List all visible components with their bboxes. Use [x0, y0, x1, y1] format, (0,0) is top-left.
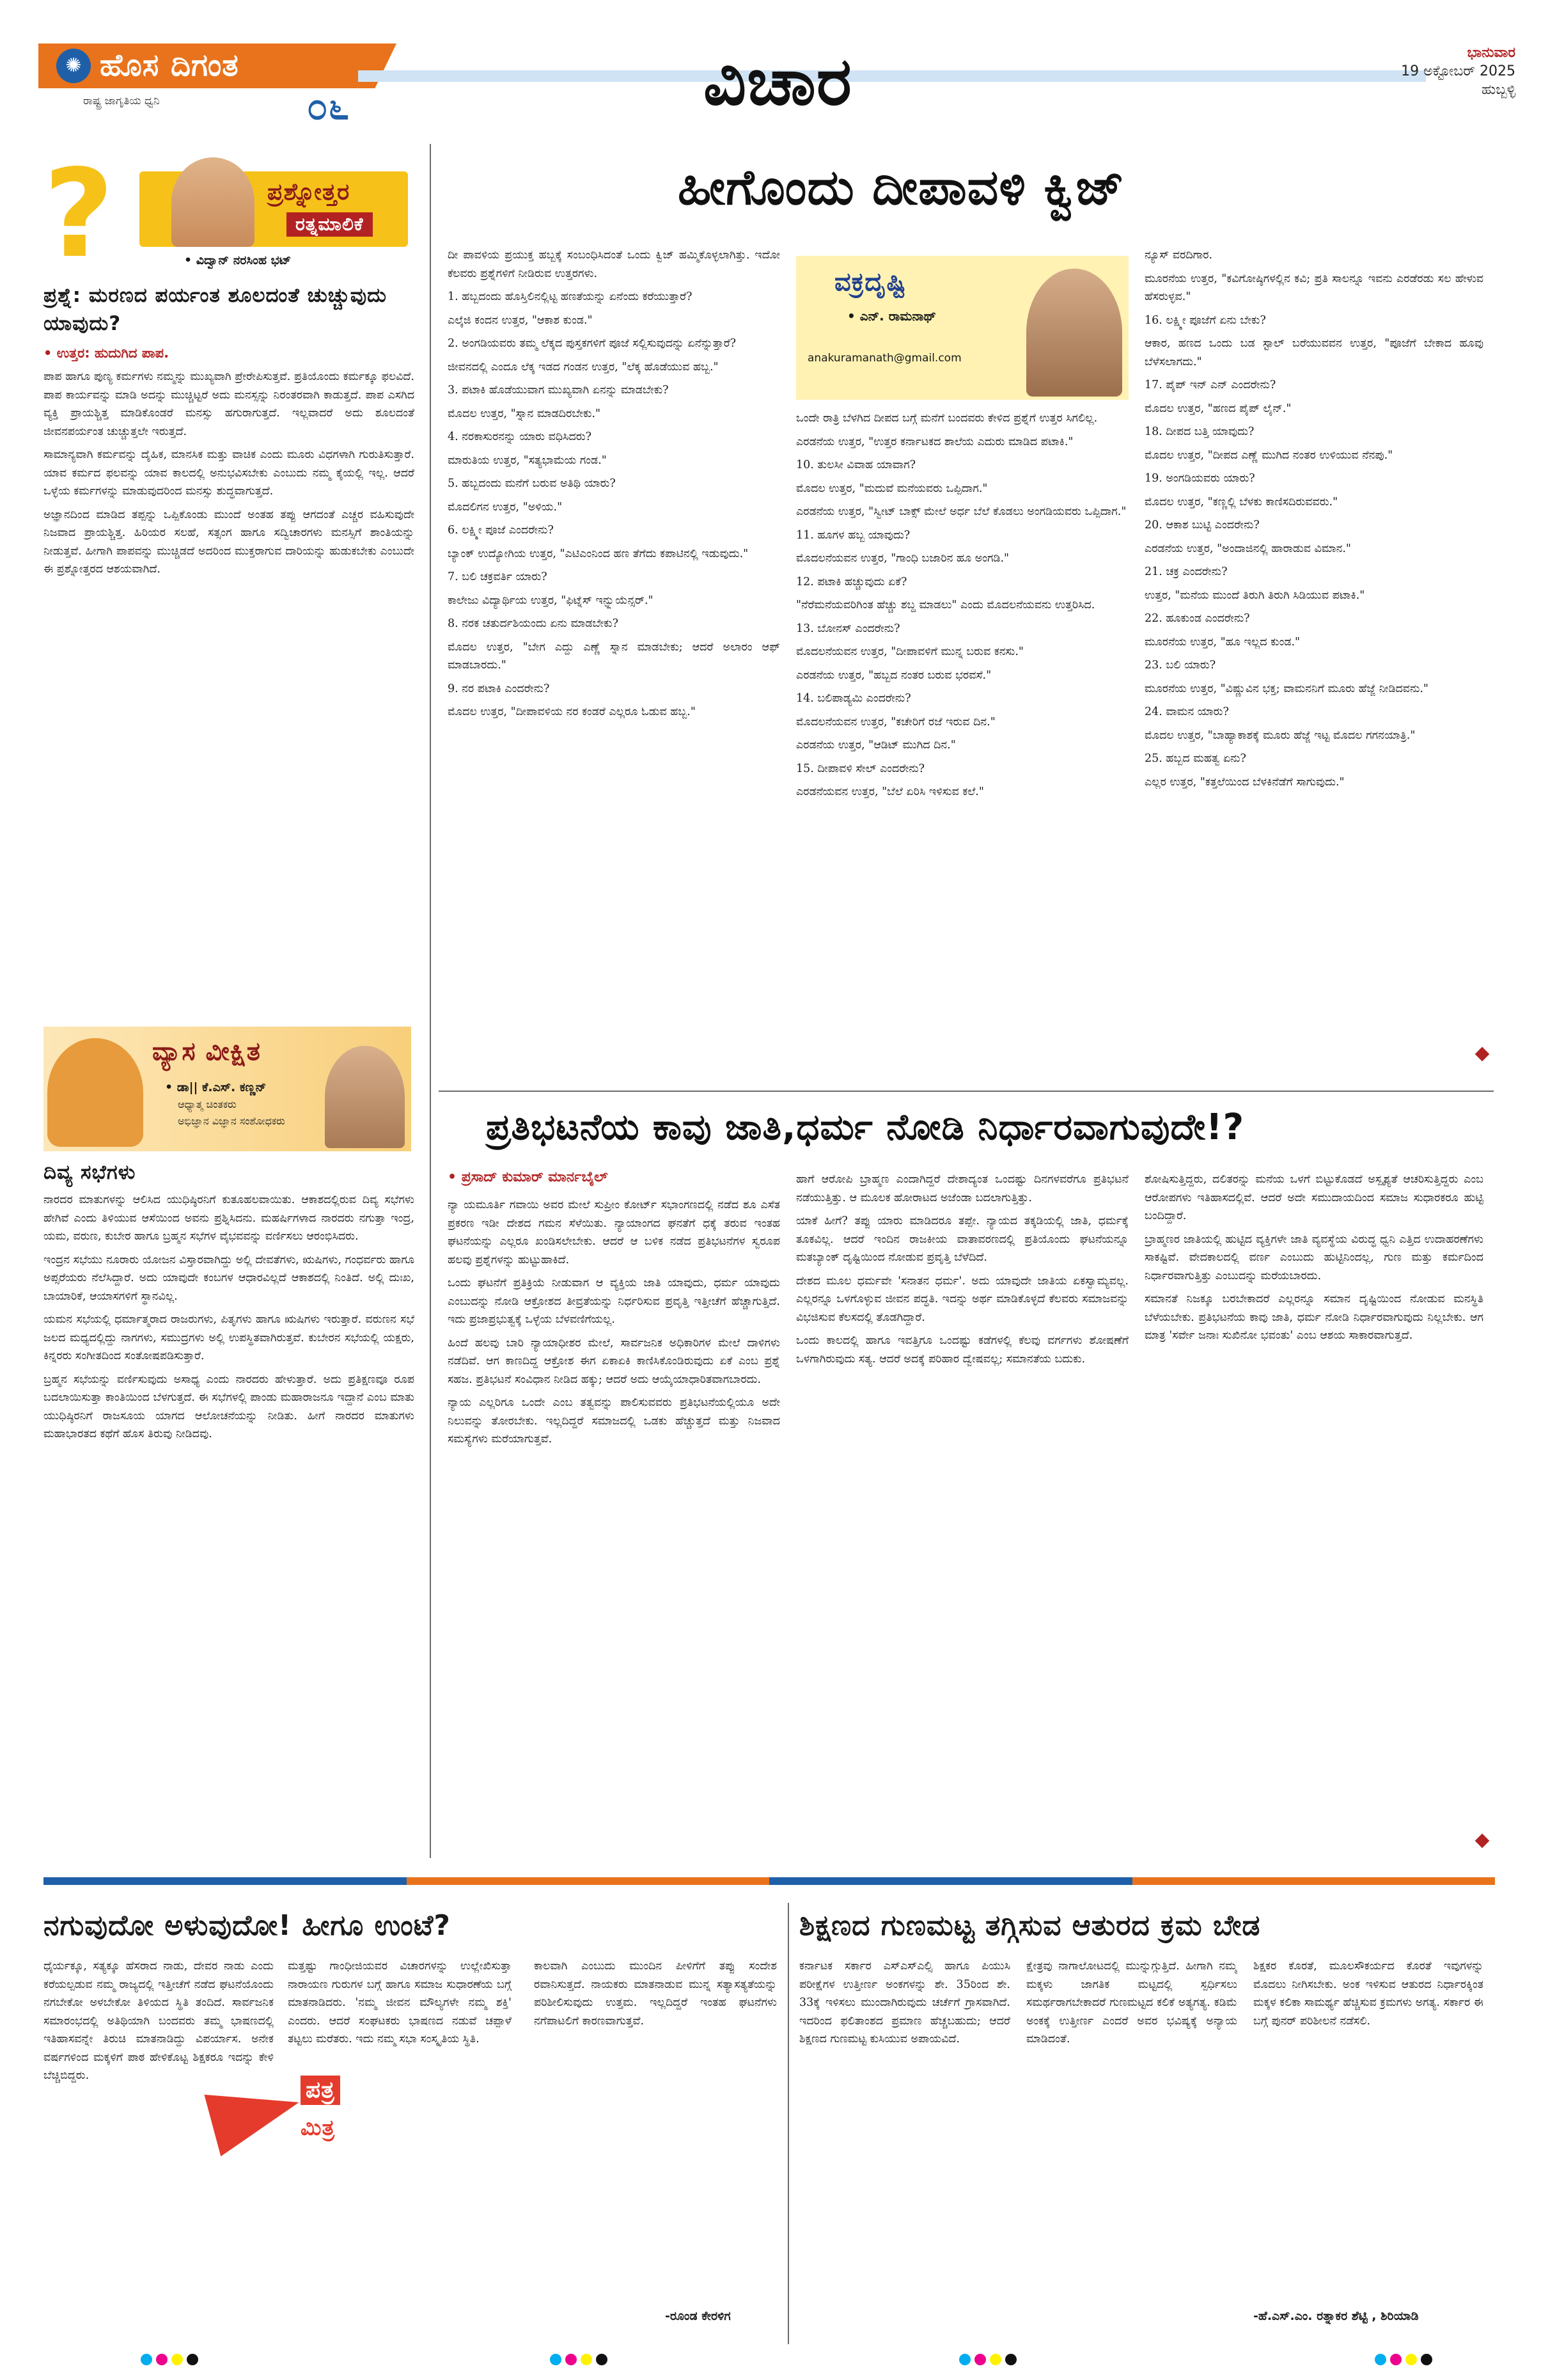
registration-dot — [1375, 2354, 1386, 2365]
quiz-article-line: 23. ಬಲಿ ಯಾರು? — [1145, 659, 1216, 672]
section-title: ವಿಚಾರ — [703, 42, 852, 120]
vyasa-paragraph: ನಾರದರ ಮಾತುಗಳನ್ನು ಆಲಿಸಿದ ಯುಧಿಷ್ಠಿರನಿಗೆ ಕುತೂಹಲವಾಯಿತು. ಆಕಾಶದಲ್ಲಿರುವ ದಿವ್ಯ ಸಭೆಗಳು ಹೇಗಿವೆ ಎಂದು ತಿಳಿಯುವ ಆಸೆಯಿಂದ ಅವನು ಪ್ರಶ್ನಿಸಿದನು. ಮಹರ್ಷಿಗಳಾದ ನಾರದರು ನಗುತ್ತಾ ಇಂದ್ರ, ಯಮ, ವರುಣ, ಕುಬೇರ ಹಾಗೂ ಬ್ರಹ್ಮನ ಸಭೆಗಳ ವೈಭವವನ್ನು ವರ್ಣಿಸಲು ಆರಂಭಿಸಿದರು. — [43, 1194, 414, 1243]
masthead-day: ಭಾನುವಾರ — [1467, 45, 1515, 61]
quiz-question: ಪ್ರಶ್ನೆ: ಮರಣದ ಪರ್ಯಂತ ಶೂಲದಂತೆ ಚುಚ್ಚುವುದು ಯಾವುದು? — [43, 284, 387, 335]
columnist-email: anakuramanath@gmail.com — [808, 352, 962, 365]
masthead — [0, 0, 1541, 138]
protest-paragraph: ದೇಶದ ಮೂಲ ಧರ್ಮವೇ 'ಸನಾತನ ಧರ್ಮ'. ಅದು ಯಾವುದೇ ಜಾತಿಯ ಏಕಸ್ವಾಮ್ಯವಲ್ಲ. ಎಲ್ಲರನ್ನೂ ಒಳಗೊಳ್ಳುವ ಜೀವನ ಪದ್ಧತಿ. ಇದನ್ನು ಅರ್ಥ ಮಾಡಿಕೊಳ್ಳದೆ ಕೆಲವರು ಸಮಾಜವನ್ನು ವಿಭಜಿಸುವ ಕೆಲಸದಲ್ಲಿ ತೊಡಗಿದ್ದಾರೆ. — [796, 1274, 1129, 1324]
quiz-article-line: 11. ಹೂಗಳ ಹಬ್ಬ ಯಾವುದು? — [796, 528, 911, 542]
protest-paragraph: ಒಂದು ಕಾಲದಲ್ಲಿ ಹಾಗೂ ಇವತ್ತಿಗೂ ಒಂದಷ್ಟು ಕಡೆಗಳಲ್ಲಿ ಕೆಲವು ವರ್ಗಗಳು ಶೋಷಣೆಗೆ ಒಳಗಾಗಿರುವುದು ಸತ್ಯ. ಆದರೆ ಅದಕ್ಕೆ ಪರಿಹಾರ ದ್ವೇಷವಲ್ಲ; ಸಮಾನತೆಯ ಬದುಕು. — [796, 1334, 1129, 1366]
registration-dot — [1421, 2354, 1432, 2365]
sage-illustration — [47, 1038, 143, 1147]
vyasa-paragraph: ಯಮನ ಸಭೆಯಲ್ಲಿ ಧರ್ಮಾತ್ಮರಾದ ರಾಜರುಗಳು, ಪಿತೃಗಳು ಹಾಗೂ ಋಷಿಗಳು ಇರುತ್ತಾರೆ. ವರುಣನ ಸಭೆ ಜಲದ ಮಧ್ಯದಲ್ಲಿದ್ದು ನಾಗಗಳು, ಸಮುದ್ರಗಳು ಅಲ್ಲಿ ಉಪಸ್ಥಿತವಾಗಿರುತ್ತವೆ. ಕುಬೇರನ ಸಭೆಯಲ್ಲಿ ಯಕ್ಷರು, ಕಿನ್ನರರು ಸಂಗೀತದಿಂದ ಸಂತೋಷಪಡಿಸುತ್ತಾರೆ. — [43, 1313, 414, 1362]
letter-1-text: ಧೈರ್ಯಕ್ಕೂ, ಸತ್ಯಕ್ಕೂ ಹೆಸರಾದ ನಾಡು, ದೇವರ ನಾಡು ಎಂದು ಕರೆಯಲ್ಪಡುವ ನಮ್ಮ ರಾಜ್ಯದಲ್ಲಿ ಇತ್ತೀಚೆಗೆ ನಡೆದ ಘಟನೆಯೊಂದು ನಗಬೇಕೋ ಅಳಬೇಕೋ ತಿಳಿಯದ ಸ್ಥಿತಿ ತಂದಿದೆ. ಸಾರ್ವಜನಿಕ ಸಮಾರಂಭದಲ್ಲಿ ಅತಿಥಿಯಾಗಿ ಬಂದವರು ತಮ್ಮ ಭಾಷಣದಲ್ಲಿ ಇತಿಹಾಸವನ್ನೇ ತಿರುಚಿ ಮಾತನಾಡಿದ್ದು ವಿಪರ್ಯಾಸ. ಅನೇಕ ವರ್ಷಗಳಿಂದ ಮಕ್ಕಳಿಗೆ ಪಾಠ ಹೇಳಿಕೊಟ್ಟ ಶಿಕ್ಷಕರೂ ಇದನ್ನು ಕೇಳಿ ಬೆಚ್ಚಿಬಿದ್ದರು. — [43, 1960, 274, 2082]
quiz-article-line: ಎರಡನೆಯ ಉತ್ತರ, "ಅಂದಾಜಿನಲ್ಲಿ ಹಾರಾಡುವ ವಿಮಾನ." — [1145, 542, 1351, 555]
author-photo — [325, 1046, 405, 1148]
column-divider — [430, 144, 431, 1858]
protest-paragraph: ಹಾಗೆ ಆರೋಪಿ ಬ್ರಾಹ್ಮಣ ಎಂದಾಗಿದ್ದರೆ ದೇಶಾದ್ಯಂತ ಒಂದಷ್ಟು ದಿನಗಳವರೆಗೂ ಪ್ರತಿಭಟನೆ ನಡೆಯುತ್ತಿತ್ತು. ಆ ಮೂಲಕ ಹೋರಾಟದ ಅಜೆಂಡಾ ಬದಲಾಗುತ್ತಿತ್ತು. — [796, 1173, 1129, 1204]
columnist-box — [796, 256, 1129, 400]
quiz-article-line: ಎಲ್ಲರ ಉತ್ತರ, "ಕತ್ತಲೆಯಿಂದ ಬೆಳಕಿನೆಡೆಗೆ ಸಾಗುವುದು." — [1145, 775, 1345, 789]
quiz-article-line: ಮೊದಲ ಉತ್ತರ, "ಬಾಹ್ಯಾಕಾಶಕ್ಕೆ ಮೂರು ಹೆಜ್ಜೆ ಇಟ್ಟ ಮೊದಲ ಗಗನಯಾತ್ರಿ." — [1145, 729, 1416, 742]
quiz-article-line: ಎರಡನೆಯ ಉತ್ತರ, "ಉತ್ತರ ಕರ್ನಾಟಕದ ಶಾಲೆಯ ಎದುರು ಮಾಡಿದ ಪಟಾಕಿ." — [796, 435, 1074, 448]
protest-paragraph: ಶೋಷಿಸುತ್ತಿದ್ದರು, ದಲಿತರನ್ನು ಮನೆಯ ಒಳಗೆ ಬಿಟ್ಟುಕೊಡದೆ ಅಸ್ಪೃಶ್ಯತೆ ಆಚರಿಸುತ್ತಿದ್ದರು ಎಂಬ ಆರೋಪಗಳು ಇತಿಹಾಸದಲ್ಲಿವೆ. ಆದರೆ ಅದೇ ಸಮುದಾಯದಿಂದ ಸಮಾಜ ಸುಧಾರಕರೂ ಹುಟ್ಟಿ ಬಂದಿದ್ದಾರೆ. — [1145, 1173, 1483, 1222]
registration-dot — [156, 2354, 168, 2365]
quiz-paragraph: ಸಾಮಾನ್ಯವಾಗಿ ಕರ್ಮವನ್ನು ದೈಹಿಕ, ಮಾನಸಿಕ ಮತ್ತು ವಾಚಿಕ ಎಂದು ಮೂರು ವಿಧಗಳಾಗಿ ಗುರುತಿಸುತ್ತಾರೆ. ಯಾವ ಕರ್ಮದ ಫಲವನ್ನು ಯಾವ ಕಾಲದಲ್ಲಿ ಅನುಭವಿಸಬೇಕು ಎಂಬುದು ನಮ್ಮ ಕೈಯಲ್ಲಿ ಇಲ್ಲ. ಆದರೆ ಒಳ್ಳೆಯ ಕರ್ಮಗಳನ್ನು ಮಾಡುವುದರಿಂದ ಮನಸ್ಸು ಶುದ್ಧವಾಗುತ್ತದೆ. — [43, 448, 414, 498]
quiz-article-line: ಮೊದಲ ಉತ್ತರ, "ಮದುವೆ ಮನೆಯವರು ಒಪ್ಪಿದಾಗ." — [796, 482, 988, 495]
quiz-article-line: ಮೊದಲ ಉತ್ತರ, "ದೀಪದ ಎಣ್ಣೆ ಮುಗಿದ ನಂತರ ಉಳಿಯುವ ನೆನಪು." — [1145, 448, 1393, 462]
letter-2-col-2 — [1026, 1957, 1237, 2322]
protest-col-2 — [796, 1170, 1129, 1855]
letter-2-text: ಕರ್ನಾಟಕ ಸರ್ಕಾರ ಎಸ್ಎಸ್ಎಲ್ಸಿ ಹಾಗೂ ಪಿಯುಸಿ ಪರೀಕ್ಷೆಗಳ ಉತ್ತೀರ್ಣ ಅಂಕಗಳನ್ನು ಶೇ. 35ರಿಂದ ಶೇ. 33ಕ್ಕೆ ಇಳಿಸಲು ಮುಂದಾಗಿರುವುದು ಚರ್ಚೆಗೆ ಗ್ರಾಸವಾಗಿದೆ. ಇದರಿಂದ ಫಲಿತಾಂಶದ ಪ್ರಮಾಣ ಹೆಚ್ಚಬಹುದು; ಆದರೆ ಶಿಕ್ಷಣದ ಗುಣಮಟ್ಟ ಕುಸಿಯುವ ಅಪಾಯವಿದೆ. — [799, 1960, 1010, 2045]
quiz-article-line: ಮೊದಲನೆಯವನ ಉತ್ತರ, "ದೀಪಾವಳಿಗೆ ಮುನ್ನ ಬರುವ ಕನಸು." — [796, 645, 1024, 658]
protest-byline: • ಪ್ರಸಾದ್ ಕುಮಾರ್ ಮಾರ್ನಬೈಲ್ — [448, 1169, 608, 1185]
letter-2-col-3 — [1253, 1957, 1483, 2296]
registration-dots — [959, 2354, 1021, 2368]
letter-1-text: ಮತ್ತಷ್ಟು ಗಾಂಧೀಜಿಯವರ ವಿಚಾರಗಳನ್ನು ಉಲ್ಲೇಖಿಸುತ್ತಾ ನಾರಾಯಣ ಗುರುಗಳ ಬಗ್ಗೆ ಹಾಗೂ ಸಮಾಜ ಸುಧಾರಣೆಯ ಬಗ್ಗೆ ಮಾತನಾಡಿದರು. 'ನಮ್ಮ ಜೀವನ ಮೌಲ್ಯಗಳೇ ನಮ್ಮ ಶಕ್ತಿ' ಎಂದರು. ಆದರೆ ಸಂಘಟಕರು ಭಾಷಣದ ನಡುವೆ ಚಪ್ಪಾಳೆ ತಟ್ಟಲು ಮರೆತರು. ಇದು ನಮ್ಮ ಸಭಾ ಸಂಸ್ಕೃತಿಯ ಸ್ಥಿತಿ. — [288, 1960, 512, 2045]
quiz-article-line: 15. ದೀಪಾವಳಿ ಸೇಲ್ ಎಂದರೇನು? — [796, 762, 925, 775]
masthead-city: ಹುಬ್ಬಳ್ಳಿ — [1481, 82, 1515, 98]
letters-title: ಪತ್ರ — [301, 2076, 340, 2105]
letters-logo — [211, 2069, 352, 2171]
brand-block — [38, 38, 396, 131]
quiz-article-line: ಮೂರನೆಯ ಉತ್ತರ, "ವಿಷ್ಣುವಿನ ಭಕ್ತ; ವಾಮನನಿಗೆ ಮೂರು ಹೆಜ್ಜೆ ನೀಡಿದವನು." — [1145, 682, 1428, 695]
letter-2-headline: ಶಿಕ್ಷಣದ ಗುಣಮಟ್ಟ ತಗ್ಗಿಸುವ ಆತುರದ ಕ್ರಮ ಬೇಡ — [799, 1909, 1261, 1942]
vyasa-paragraph: ಬ್ರಹ್ಮನ ಸಭೆಯನ್ನು ವರ್ಣಿಸುವುದು ಅಸಾಧ್ಯ ಎಂದು ನಾರದರು ಹೇಳುತ್ತಾರೆ. ಅದು ಪ್ರತಿಕ್ಷಣವೂ ರೂಪ ಬದಲಾಯಿಸುತ್ತಾ ಕಾಂತಿಯಿಂದ ಬೆಳಗುತ್ತದೆ. ಈ ಸಭೆಗಳಲ್ಲಿ ಪಾಂಡು ಮಹಾರಾಜನೂ ಇದ್ದಾನೆ ಎಂಬ ಮಾತು ಯುಧಿಷ್ಠಿರನಿಗೆ ರಾಜಸೂಯ ಯಾಗದ ಆಲೋಚನೆಯನ್ನು ನೀಡಿತು. ಹೀಗೆ ನಾರದರ ಮಾತುಗಳು ಮಹಾಭಾರತದ ಕಥೆಗೆ ಹೊಸ ತಿರುವು ನೀಡಿದವು. — [43, 1373, 414, 1440]
columnist-name: • ಎನ್. ರಾಮನಾಥ್ — [847, 308, 936, 324]
quiz-article-line: ಆಕಾರ, ಹಣದ ಒಂದು ಬಡ ಸ್ಟಾಲ್ ಬರೆಯುವವನ ಉತ್ತರ, "ಪೂಜೆಗೆ ಬೇಕಾದ ಹೂವು ಬೆಳೆಸಲಾಗದು." — [1145, 337, 1483, 368]
quiz-article-line: 12. ಪಟಾಕಿ ಹಚ್ಚುವುದು ಏಕೆ? — [796, 575, 907, 588]
quiz-paragraph: ಅಜ್ಞಾನದಿಂದ ಮಾಡಿದ ತಪ್ಪನ್ನು ಒಪ್ಪಿಕೊಂಡು ಮುಂದೆ ಅಂತಹ ತಪ್ಪು ಆಗದಂತೆ ಎಚ್ಚರ ವಹಿಸುವುದೇ ನಿಜವಾದ ಪ್ರಾಯಶ್ಚಿತ್ತ. ಹಿರಿಯರ ಸಲಹೆ, ಸತ್ಸಂಗ ಹಾಗೂ ಸದ್ವಿಚಾರಗಳು ಮನಸ್ಸಿಗೆ ಶಾಂತಿಯನ್ನು ನೀಡುತ್ತವೆ. ಹೀಗಾಗಿ ಪಾಪವನ್ನು ಮುಚ್ಚಿಡದೆ ಅದರಿಂದ ಮುಕ್ತರಾಗುವ ದಾರಿಯನ್ನು ಹುಡುಕಬೇಕು ಎಂಬುದೇ ಈ ಪ್ರಶ್ನೋತ್ತರದ ಆಶಯವಾಗಿದೆ. — [43, 508, 414, 576]
quiz-article-line: ಒಂದೇ ರಾತ್ರಿ ಬೆಳಗಿದ ದೀಪದ ಬಗ್ಗೆ ಮನೆಗೆ ಬಂದವರು ಕೇಳಿದ ಪ್ರಶ್ನೆಗೆ ಉತ್ತರ ಸಿಗಲಿಲ್ಲ. — [796, 412, 1098, 425]
vyasa-role-2: ಅಭಿಜ್ಞಾನ ವಿಜ್ಞಾನ ಸಂಶೋಧಕರು — [178, 1115, 285, 1127]
protest-paragraph: ಬ್ರಾಹ್ಮಣರ ಜಾತಿಯಲ್ಲಿ ಹುಟ್ಟಿದ ವ್ಯಕ್ತಿಗಳೇ ಜಾತಿ ವ್ಯವಸ್ಥೆಯ ವಿರುದ್ಧ ಧ್ವನಿ ಎತ್ತಿದ ಉದಾಹರಣೆಗಳು ಸಾಕಷ್ಟಿವೆ. ವೇದಕಾಲದಲ್ಲಿ ವರ್ಣ ಎಂಬುದು ಹುಟ್ಟಿನಿಂದಲ್ಲ, ಗುಣ ಮತ್ತು ಕರ್ಮದಿಂದ ನಿರ್ಧಾರವಾಗುತ್ತಿತ್ತು ಎಂಬುದನ್ನು ಮರೆಯಬಾರದು. — [1145, 1233, 1483, 1282]
protest-paragraph: ಯಾಕೆ ಹೀಗೆ? ತಪ್ಪು ಯಾರು ಮಾಡಿದರೂ ತಪ್ಪೇ. ನ್ಯಾಯದ ತಕ್ಕಡಿಯಲ್ಲಿ ಜಾತಿ, ಧರ್ಮಕ್ಕೆ ತೂಕವಿಲ್ಲ. ಆದರೆ ಇಂದಿನ ರಾಜಕೀಯ ವಾತಾವರಣದಲ್ಲಿ ಪ್ರತಿಯೊಂದು ಘಟನೆಯನ್ನೂ ಮತಬ್ಯಾಂಕ್ ದೃಷ್ಟಿಯಿಂದ ನೋಡುವ ಪ್ರವೃತ್ತಿ ಬೆಳೆದಿದೆ. — [796, 1215, 1129, 1264]
quiz-article-line: ಎರಡನೆಯವನ ಉತ್ತರ, "ಬೆಲೆ ಏರಿಸಿ ಇಳಿಸುವ ಕಲೆ." — [796, 785, 984, 798]
quiz-article-line: 6. ಲಕ್ಷ್ಮೀ ಪೂಜೆ ಎಂದರೇನು? — [448, 524, 554, 537]
registration-dot — [187, 2354, 198, 2365]
registration-dot — [1405, 2354, 1417, 2365]
letter-2-text: ಶಿಕ್ಷಕರ ಕೊರತೆ, ಮೂಲಸೌಕರ್ಯದ ಕೊರತೆ ಇವುಗಳನ್ನು ಮೊದಲು ನೀಗಿಸಬೇಕು. ಅಂಕ ಇಳಿಸುವ ಆತುರದ ನಿರ್ಧಾರಕ್ಕಿಂತ ಮಕ್ಕಳ ಕಲಿಕಾ ಸಾಮರ್ಥ್ಯ ಹೆಚ್ಚಿಸುವ ಕ್ರಮಗಳು ಅಗತ್ಯ. ಸರ್ಕಾರ ಈ ಬಗ್ಗೆ ಪುನರ್ ಪರಿಶೀಲನೆ ನಡೆಸಲಿ. — [1253, 1960, 1483, 2028]
quiz-article-col-3 — [1145, 246, 1483, 1071]
vyasa-title: ವ್ಯಾಸ ವೀಕ್ಷಿತ — [152, 1037, 261, 1066]
quiz-subtitle: ರತ್ನಮಾಲಿಕೆ — [286, 212, 373, 237]
quiz-article-line: ದೀ ಪಾವಳಿಯ ಪ್ರಯುಕ್ತ ಹಬ್ಬಕ್ಕೆ ಸಂಬಂಧಿಸಿದಂತೆ ಒಂದು ಕ್ವಿಜ್ ಹಮ್ಮಿಕೊಳ್ಳಲಾಗಿತ್ತು. ಇದೋ ಕೆಲವರು ಪ್ರಶ್ನೆಗಳಿಗೆ ನೀಡಿರುವ ಉತ್ತರಗಳು. — [448, 249, 780, 280]
quiz-article-line: 19. ಅಂಗಡಿಯವರು ಯಾರು? — [1145, 472, 1255, 485]
quiz-article-line: 18. ದೀಪದ ಬತ್ತಿ ಯಾವುದು? — [1145, 425, 1255, 438]
registration-dot — [596, 2354, 607, 2365]
quiz-article-line: 16. ಲಕ್ಷ್ಮೀ ಪೂಜೆಗೆ ಏನು ಬೇಕು? — [1145, 313, 1266, 327]
registration-dot — [974, 2354, 986, 2365]
quiz-article-line: 17. ಪೈಪ್ ಇನ್ ಎನ್ ಎಂದರೇನು? — [1145, 379, 1276, 391]
quiz-answer-label: • ಉತ್ತರ: ಹುದುಗಿದ ಪಾಪ. — [43, 345, 169, 361]
quiz-article-line: 24. ವಾಮನ ಯಾರು? — [1145, 705, 1229, 718]
page-number: ೦೬ — [307, 84, 350, 128]
quiz-article-line: ಮಾರುತಿಯ ಉತ್ತರ, "ಸತ್ಯಭಾಮೆಯ ಗಂಡ." — [448, 453, 607, 467]
quiz-article-line: ಮೊದಲಿಗನ ಉತ್ತರ, "ಅಳಿಯ." — [448, 500, 563, 514]
quiz-article-line: ಜೀವನದಲ್ಲಿ ಎಂದೂ ಲೆಕ್ಕ ಇಡದ ಗಂಡನ ಉತ್ತರ, "ಲೆಕ್ಕ ಹೊಡೆಯುವ ಹಬ್ಬ." — [448, 360, 719, 374]
registration-dots — [550, 2354, 611, 2368]
registration-dot — [990, 2354, 1001, 2365]
color-bar-segment — [407, 1877, 770, 1885]
quiz-article-line: 8. ನರಕ ಚತುರ್ದಶಿಯಂದು ಏನು ಮಾಡಬೇಕು? — [448, 617, 618, 630]
vyasa-box — [43, 1027, 411, 1151]
quiz-article-line: 22. ಹೂಕುಂಡ ಎಂದರೇನು? — [1145, 612, 1250, 625]
quiz-article-line: 20. ಆಕಾಶ ಬುಟ್ಟಿ ಎಂದರೇನು? — [1145, 519, 1260, 532]
quiz-article-line: 5. ಹಬ್ಬದಂದು ಮನೆಗೆ ಬರುವ ಅತಿಥಿ ಯಾರು? — [448, 477, 616, 490]
quiz-article-line: 10. ತುಲಸೀ ವಿವಾಹ ಯಾವಾಗ? — [796, 459, 916, 471]
quiz-article-line: 25. ಹಬ್ಬದ ಮಹತ್ವ ಏನು? — [1145, 752, 1246, 765]
letter-1-signature: -ರೂಂಡ ಕೇರಳಿಗ — [665, 2309, 731, 2323]
masthead-date-block — [1304, 45, 1515, 98]
quiz-article-line: ಎರಡನೆಯ ಉತ್ತರ, "ಸ್ವೀಟ್ ಬಾಕ್ಸ್ ಮೇಲೆ ಅರ್ಧ ಬೆಲೆ ಕೊಡಲು ಅಂಗಡಿಯವರು ಒಪ್ಪಿದಾಗ." — [796, 505, 1127, 518]
letter-2-signature: -ಹೆ.ಎಸ್.ಎಂ. ರತ್ನಾಕರ ಶೆಟ್ಟಿ , ಶಿರಿಯಾಡಿ — [1253, 2309, 1419, 2323]
masthead-date: 19 ಅಕ್ಟೋಬರ್ 2025 — [1401, 63, 1515, 79]
quiz-article-line: 1. ಹಬ್ಬದಂದು ಹೊಸ್ತಿಲಿನಲ್ಲಿಟ್ಟ ಹಣತೆಯನ್ನು ಏನೆಂದು ಕರೆಯುತ್ತಾರೆ? — [448, 290, 692, 303]
protest-paragraph: ನ್ಯಾಯ ಎಲ್ಲರಿಗೂ ಒಂದೇ ಎಂಬ ತತ್ವವನ್ನು ಪಾಲಿಸುವವರು ಪ್ರತಿಭಟನೆಯಲ್ಲಿಯೂ ಅದೇ ನಿಲುವನ್ನು ತೋರಬೇಕು. ಇಲ್ಲದಿದ್ದರೆ ಸಮಾಜದಲ್ಲಿ ಒಡಕು ಹೆಚ್ಚುತ್ತದೆ ಮತ್ತು ನಿಜವಾದ ಸಮಸ್ಯೆಗಳು ಮರೆಯಾಗುತ್ತವೆ. — [448, 1396, 780, 1446]
letter-2-text: ಕ್ಷೇತ್ರವು ನಾಗಾಲೋಟದಲ್ಲಿ ಮುನ್ನುಗ್ಗುತ್ತಿದೆ. ಹೀಗಾಗಿ ನಮ್ಮ ಮಕ್ಕಳು ಜಾಗತಿಕ ಮಟ್ಟದಲ್ಲಿ ಸ್ಪರ್ಧಿಸಲು ಸಮರ್ಥರಾಗಬೇಕಾದರೆ ಗುಣಮಟ್ಟದ ಕಲಿಕೆ ಅತ್ಯಗತ್ಯ. ಕಡಿಮೆ ಅಂಕಕ್ಕೆ ಉತ್ತೀರ್ಣ ಎಂದರೆ ಅವರ ಭವಿಷ್ಯಕ್ಕೆ ಅನ್ಯಾಯ ಮಾಡಿದಂತೆ. — [1026, 1960, 1237, 2045]
brand-name: ಹೊಸ ದಿಗಂತ — [100, 47, 239, 83]
quiz-paragraph: ಪಾಪ ಹಾಗೂ ಪುಣ್ಯ ಕರ್ಮಗಳು ನಮ್ಮನ್ನು ಮುಖ್ಯವಾಗಿ ಪ್ರೇರೇಪಿಸುತ್ತವೆ. ಪ್ರತಿಯೊಂದು ಕರ್ಮಕ್ಕೂ ಫಲವಿದೆ. ಪಾಪ ಕಾರ್ಯವನ್ನು ಮಾಡಿ ಅದನ್ನು ಮುಚ್ಚಿಟ್ಟರೆ ಅದು ಮನಸ್ಸನ್ನು ನಿರಂತರವಾಗಿ ಕಾಡುತ್ತದೆ. ಪಾಪ ಎಸಗಿದ ವ್ಯಕ್ತಿ ಪ್ರಾಯಶ್ಚಿತ್ತ ಮಾಡಿಕೊಂಡರೆ ಮನಸ್ಸು ಹಗುರಾಗುತ್ತದೆ. ಇಲ್ಲವಾದರೆ ಅದು ಶೂಲದಂತೆ ಜೀವನಪರ್ಯಂತ ಚುಚ್ಚುತ್ತಲೇ ಇರುತ್ತದೆ. — [43, 370, 414, 438]
quiz-article-line: ಮೊದಲನೆಯವನ ಉತ್ತರ, "ಕಚೇರಿಗೆ ರಜೆ ಇರುವ ದಿನ." — [796, 715, 996, 729]
quiz-article-line: ಮೊದಲ ಉತ್ತರ, "ದೀಪಾವಳಿಯ ನರ ಕಂಡರೆ ಎಲ್ಲರೂ ಓಡುವ ಹಬ್ಬ." — [448, 705, 696, 718]
quiz-box — [43, 143, 414, 285]
color-bar-segment — [43, 1877, 407, 1885]
vyasa-author: • ಡಾ|| ಕೆ.ಎಸ್. ಕಣ್ಣನ್ — [165, 1080, 267, 1094]
quiz-article-line: ಎರಡನೆಯ ಉತ್ತರ, "ಹಬ್ಬದ ನಂತರ ಬರುವ ಭರವಸೆ." — [796, 668, 992, 682]
author-photo — [171, 157, 254, 247]
quiz-article-line: 14. ಬಲಿಪಾಡ್ಯಮಿ ಎಂದರೇನು? — [796, 692, 911, 705]
registration-dots — [141, 2354, 202, 2368]
quiz-article-line: ಉತ್ತರ, "ಮನೆಯ ಮುಂದೆ ತಿರುಗಿ ತಿರುಗಿ ಸಿಡಿಯುವ ಪಟಾಕಿ." — [1145, 588, 1365, 602]
quiz-article-line: 7. ಬಲಿ ಚಕ್ರವರ್ತಿ ಯಾರು? — [448, 571, 547, 583]
quiz-article-line: 13. ಬೋನಸ್ ಎಂದರೇನು? — [796, 622, 900, 635]
registration-dot — [1005, 2354, 1017, 2365]
registration-dot — [550, 2354, 561, 2365]
color-bar-segment — [1132, 1877, 1496, 1885]
quiz-article-line: ಮೂರನೆಯ ಉತ್ತರ, "ಹೂ ಇಲ್ಲದ ಕುಂಡ." — [1145, 635, 1301, 649]
quiz-article-line: ಎರಡನೆಯ ಉತ್ತರ, "ಆಡಿಟ್ ಮುಗಿದ ದಿನ." — [796, 739, 956, 752]
registration-dot — [1390, 2354, 1402, 2365]
quiz-title: ಪ್ರಶ್ನೋತ್ತರ — [267, 179, 350, 205]
quiz-article-line: ಕಾಲೇಜು ವಿದ್ಯಾರ್ಥಿಯ ಉತ್ತರ, "ಫಿಟ್ನೆಸ್ ಇನ್ಫ್ಲುಯೆನ್ಸರ್." — [448, 594, 653, 607]
vyasa-body — [43, 1191, 414, 1837]
letter-2-col-1 — [799, 1957, 1010, 2322]
protest-paragraph: ನ್ಯಾ ಯಮೂರ್ತಿ ಗವಾಯಿ ಅವರ ಮೇಲೆ ಸುಪ್ರೀಂ ಕೋರ್ಟ್ ಸಭಾಂಗಣದಲ್ಲಿ ನಡೆದ ಶೂ ಎಸೆತ ಪ್ರಕರಣ ಇಡೀ ದೇಶದ ಗಮನ ಸೆಳೆಯಿತು. ನ್ಯಾಯಾಂಗದ ಘನತೆಗೆ ಧಕ್ಕೆ ತರುವ ಇಂತಹ ಘಟನೆಯನ್ನು ಎಲ್ಲರೂ ಖಂಡಿಸಲೇಬೇಕು. ಆದರೆ ಆ ಬಳಿಕ ನಡೆದ ಪ್ರತಿಭಟನೆಗಳ ಸ್ವರೂಪ ಹಲವು ಪ್ರಶ್ನೆಗಳನ್ನು ಹುಟ್ಟುಹಾಕಿದೆ. — [448, 1199, 780, 1266]
section-divider — [439, 1091, 1494, 1092]
quiz-article-line: ಎಲ್ಕೆಜಿ ಕಂದನ ಉತ್ತರ, "ಆಕಾಶ ಕುಂಡ." — [448, 313, 593, 327]
color-bar-segment — [769, 1877, 1132, 1885]
author-photo — [1026, 269, 1122, 397]
masthead-blue-strip — [358, 70, 1426, 82]
question-mark-icon: ? — [43, 143, 114, 285]
quiz-article-line: ಮೊದಲ ಉತ್ತರ, "ಕಣ್ಣಲ್ಲಿ ಬೆಳಕು ಕಾಣಿಸದಿರುವವರು." — [1145, 495, 1338, 508]
registration-dot — [581, 2354, 592, 2365]
registration-dot — [565, 2354, 577, 2365]
quiz-article-line: ಬ್ಯಾಂಕ್ ಉದ್ಯೋಗಿಯ ಉತ್ತರ, "ಎಟಿಎಂನಿಂದ ಹಣ ತೆಗೆದು ಕಪಾಟಿನಲ್ಲಿ ಇಡುವುದು." — [448, 547, 749, 560]
letter-1-col-3 — [534, 1957, 777, 2296]
paper-plane-icon — [204, 2072, 307, 2157]
column-divider — [788, 1903, 789, 2344]
letters-subtitle: ಮಿತ್ರ — [301, 2115, 335, 2141]
quiz-article-line: 2. ಅಂಗಡಿಯವರು ತಮ್ಮ ಲೆಕ್ಕದ ಪುಸ್ತಕಗಳಿಗೆ ಪೂಜೆ ಸಲ್ಲಿಸುವುದನ್ನು ಏನೆನ್ನುತ್ತಾರೆ? — [448, 337, 737, 350]
quiz-article-line: ಮೊದಲನೆಯವನ ಉತ್ತರ, "ಗಾಂಧಿ ಬಜಾರಿನ ಹೂ ಅಂಗಡಿ." — [796, 552, 1010, 565]
protest-paragraph: ಒಂದು ಘಟನೆಗೆ ಪ್ರತಿಕ್ರಿಯೆ ನೀಡುವಾಗ ಆ ವ್ಯಕ್ತಿಯ ಜಾತಿ ಯಾವುದು, ಧರ್ಮ ಯಾವುದು ಎಂಬುದನ್ನು ನೋಡಿ ಆಕ್ರೋಶದ ತೀವ್ರತೆಯನ್ನು ನಿರ್ಧರಿಸುವ ಪ್ರವೃತ್ತಿ ಇತ್ತೀಚೆಗೆ ಹೆಚ್ಚಾಗುತ್ತಿದೆ. ಇದು ಪ್ರಜಾಪ್ರಭುತ್ವಕ್ಕೆ ಒಳ್ಳೆಯ ಬೆಳವಣಿಗೆಯಲ್ಲ. — [448, 1277, 780, 1326]
registration-dots — [1375, 2354, 1436, 2368]
quiz-article-line: ಮೊದಲ ಉತ್ತರ, "ಹಣದ ಪೈಪ್ ಲೈನ್." — [1145, 402, 1292, 415]
quiz-body — [43, 368, 414, 1007]
quiz-article-line: ಮೂರನೆಯ ಉತ್ತರ, "ಕವಿಗೋಷ್ಠಿಗಳಲ್ಲಿನ ಕವಿ; ಪ್ರತಿ ಸಾಲನ್ನೂ ಇವನು ಎರಡೆರಡು ಸಲ ಹೇಳುವ ಹೆಸರುಳ್ಳವ." — [1145, 272, 1483, 303]
quiz-article-line: ನ್ಯೂಸ್ ವರದಿಗಾರ. — [1145, 249, 1213, 262]
protest-paragraph: ಹಿಂದೆ ಹಲವು ಬಾರಿ ನ್ಯಾಯಾಧೀಶರ ಮೇಲೆ, ಸಾರ್ವಜನಿಕ ಅಧಿಕಾರಿಗಳ ಮೇಲೆ ದಾಳಿಗಳು ನಡೆದಿವೆ. ಆಗ ಕಾಣದಿದ್ದ ಆಕ್ರೋಶ ಈಗ ಏಕಾಏಕಿ ಕಾಣಿಸಿಕೊಂಡಿರುವುದು ಏಕೆ ಎಂಬ ಪ್ರಶ್ನೆ ಸಹಜ. ಪ್ರತಿಭಟನೆ ಸಂವಿಧಾನ ನೀಡಿದ ಹಕ್ಕು; ಆದರೆ ಅದು ಆಯ್ಕೆಯಾಧಾರಿತವಾಗಬಾರದು. — [448, 1336, 780, 1386]
quiz-article-headline: ಹೀಗೊಂದು ದೀಪಾವಳಿ ಕ್ವಿಜ್ — [678, 159, 1125, 216]
quiz-article-line: 21. ಚಕ್ರ ಎಂದರೇನು? — [1145, 565, 1228, 578]
letter-1-col-2 — [288, 1957, 512, 2072]
quiz-article-line: ಮೊದಲ ಉತ್ತರ, "ಬೇಗ ಎದ್ದು ಎಣ್ಣೆ ಸ್ನಾನ ಮಾಡಬೇಕು; ಆದರೆ ಅಲಾರಂ ಆಫ್ ಮಾಡಬಾರದು." — [448, 640, 780, 672]
quiz-article-line: ಮೊದಲ ಉತ್ತರ, "ಸ್ನಾನ ಮಾಡದಿರಬೇಕು." — [448, 407, 601, 420]
registration-dot — [141, 2354, 152, 2365]
registration-dot — [171, 2354, 183, 2365]
protest-col-1 — [448, 1196, 780, 1855]
protest-paragraph: ಸಮಾನತೆ ನಿಜಕ್ಕೂ ಬರಬೇಕಾದರೆ ಎಲ್ಲರನ್ನೂ ಸಮಾನ ದೃಷ್ಟಿಯಿಂದ ನೋಡುವ ಮನಸ್ಥಿತಿ ಬೆಳೆಯಬೇಕು. ಪ್ರತಿಭಟನೆಯ ಕಾವು ಜಾತಿ, ಧರ್ಮ ನೋಡಿ ನಿರ್ಧಾರವಾಗುವುದು ನಿಲ್ಲಬೇಕು. ಆಗ ಮಾತ್ರ 'ಸರ್ವೇ ಜನಾಃ ಸುಖಿನೋ ಭವಂತು' ಎಂಬ ಆಶಯ ಸಾಕಾರವಾಗುತ್ತದೆ. — [1145, 1293, 1483, 1342]
quiz-article-line: 9. ನರ ಪಟಾಕಿ ಎಂದರೇನು? — [448, 682, 550, 695]
quiz-author: • ವಿದ್ವಾನ್ ನರಸಿಂಹ ಭಟ್ — [184, 253, 292, 267]
vyasa-role-1: ಆಧ್ಯಾತ್ಮ ಚಿಂತಕರು — [178, 1098, 237, 1110]
quiz-article-line: 3. ಪಟಾಕಿ ಹೊಡೆಯುವಾಗ ಮುಖ್ಯವಾಗಿ ಏನನ್ನು ಮಾಡಬೇಕು? — [448, 384, 669, 397]
quiz-article-line: "ನೆರೆಮನೆಯವರಿಗಿಂತ ಹೆಚ್ಚು ಶಬ್ದ ಮಾಡಲು" ಎಂದು ಮೊದಲನೆಯವನು ಉತ್ತರಿಸಿದ. — [796, 599, 1095, 611]
column-title: ವಕ್ರದೃಷ್ಟಿ — [834, 267, 907, 297]
letter-1-headline: ನಗುವುದೋ ಅಳುವುದೋ! ಹೀಗೂ ಉಂಟೆ? — [43, 1909, 451, 1942]
vyasa-heading: ದಿವ್ಯ ಸಭೆಗಳು — [43, 1161, 136, 1184]
protest-headline: ಪ್ರತಿಭಟನೆಯ ಕಾವು ಜಾತಿ,ಧರ್ಮ ನೋಡಿ ನಿರ್ಧಾರವಾಗುವುದೇ!? — [486, 1107, 1245, 1148]
registration-dot — [959, 2354, 971, 2365]
brand-tagline: ರಾಷ್ಟ್ರ ಜಾಗೃತಿಯ ಧ್ವನಿ — [83, 95, 160, 107]
vyasa-paragraph: ಇಂದ್ರನ ಸಭೆಯು ನೂರಾರು ಯೋಜನ ವಿಸ್ತಾರವಾಗಿದ್ದು ಅಲ್ಲಿ ದೇವತೆಗಳು, ಋಷಿಗಳು, ಗಂಧರ್ವರು ಹಾಗೂ ಅಪ್ಸರೆಯರು ನೆಲೆಸಿದ್ದಾರೆ. ಅದು ಯಾವುದೇ ಕಂಬಗಳ ಆಧಾರವಿಲ್ಲದೆ ಆಕಾಶದಲ್ಲಿ ನಿಂತಿದೆ. ಅಲ್ಲಿ ದುಃಖ, ಬಾಯಾರಿಕೆ, ಆಯಾಸಗಳಿಗೆ ಸ್ಥಾನವಿಲ್ಲ. — [43, 1253, 414, 1303]
brand-logo-icon: ✺ — [56, 49, 91, 83]
letter-1-text: ಕಾಲವಾಗಿ ಎಂಬುದು ಮುಂದಿನ ಪೀಳಿಗೆಗೆ ತಪ್ಪು ಸಂದೇಶ ರವಾನಿಸುತ್ತದೆ. ನಾಯಕರು ಮಾತನಾಡುವ ಮುನ್ನ ಸತ್ಯಾಸತ್ಯತೆಯನ್ನು ಪರಿಶೀಲಿಸುವುದು ಉತ್ತಮ. ಇಲ್ಲದಿದ್ದರೆ ಇಂತಹ ಘಟನೆಗಳು ನಗೆಪಾಟಲಿಗೆ ಕಾರಣವಾಗುತ್ತವೆ. — [534, 1960, 777, 2028]
protest-col-3 — [1145, 1170, 1483, 1848]
color-bar — [43, 1877, 1495, 1885]
quiz-article-col-1 — [448, 246, 780, 1091]
quiz-article-line: 4. ನರಕಾಸುರನನ್ನು ಯಾರು ವಧಿಸಿದರು? — [448, 430, 592, 443]
quiz-article-col-2 — [796, 409, 1129, 1091]
